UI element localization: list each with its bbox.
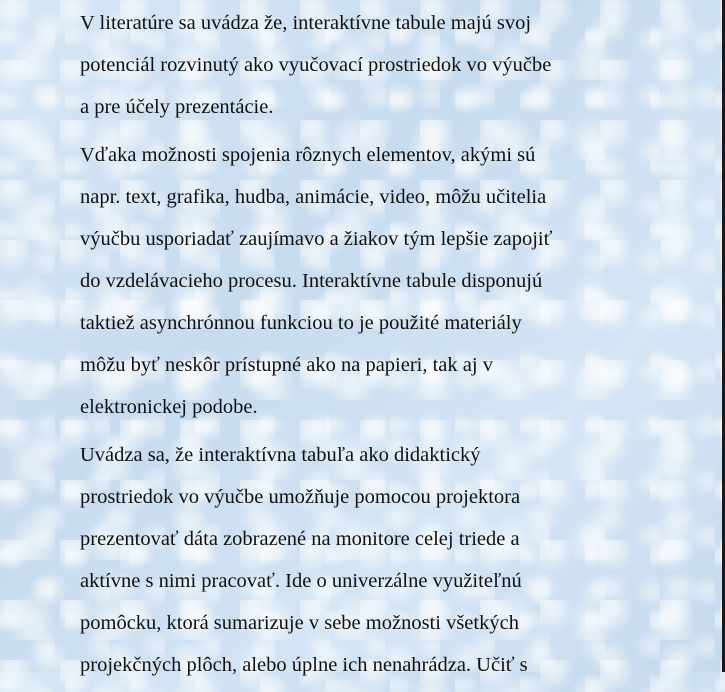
text-line: výučbu usporiadať zaujímavo a žiakov tým lepšie zapojiť: [80, 228, 553, 250]
text-line: pomôcku, ktorá sumarizuje v sebe možnosti všetkých: [80, 612, 519, 634]
text-line: Vďaka možnosti spojenia rôznych elementov, akými sú: [80, 144, 536, 166]
text-line: taktiež asynchrónnou funkciou to je použité materiály: [80, 312, 522, 334]
paragraph-3: [80, 434, 680, 686]
document-body: [80, 2, 680, 692]
text-line: môžu byť neskôr prístupné ako na papieri, tak aj v: [80, 354, 493, 376]
text-line: do vzdelávacieho procesu. Interaktívne tabule disponujú: [80, 270, 543, 292]
text-line: napr. text, grafika, hudba, animácie, video, môžu učitelia: [80, 186, 547, 208]
paragraph-1: [80, 2, 680, 128]
text-line: projekčných plôch, alebo úplne ich nenahrádza. Učiť s: [80, 654, 528, 676]
text-line: prezentovať dáta zobrazené na monitore celej triede a: [80, 528, 520, 550]
text-line: prostriedok vo výučbe umožňuje pomocou projektora: [80, 486, 521, 508]
paragraph-2: [80, 134, 680, 428]
text-line: elektronickej podobe.: [80, 396, 258, 418]
text-line: V literatúre sa uvádza že, interaktívne tabule majú svoj: [80, 12, 532, 34]
text-line: aktívne s nimi pracovať. Ide o univerzálne využiteľnú: [80, 570, 522, 592]
text-line: Uvádza sa, že interaktívna tabuľa ako didaktický: [80, 444, 481, 466]
text-line: potenciál rozvinutý ako vyučovací prostriedok vo výučbe: [80, 54, 552, 76]
text-line: a pre účely prezentácie.: [80, 96, 274, 118]
